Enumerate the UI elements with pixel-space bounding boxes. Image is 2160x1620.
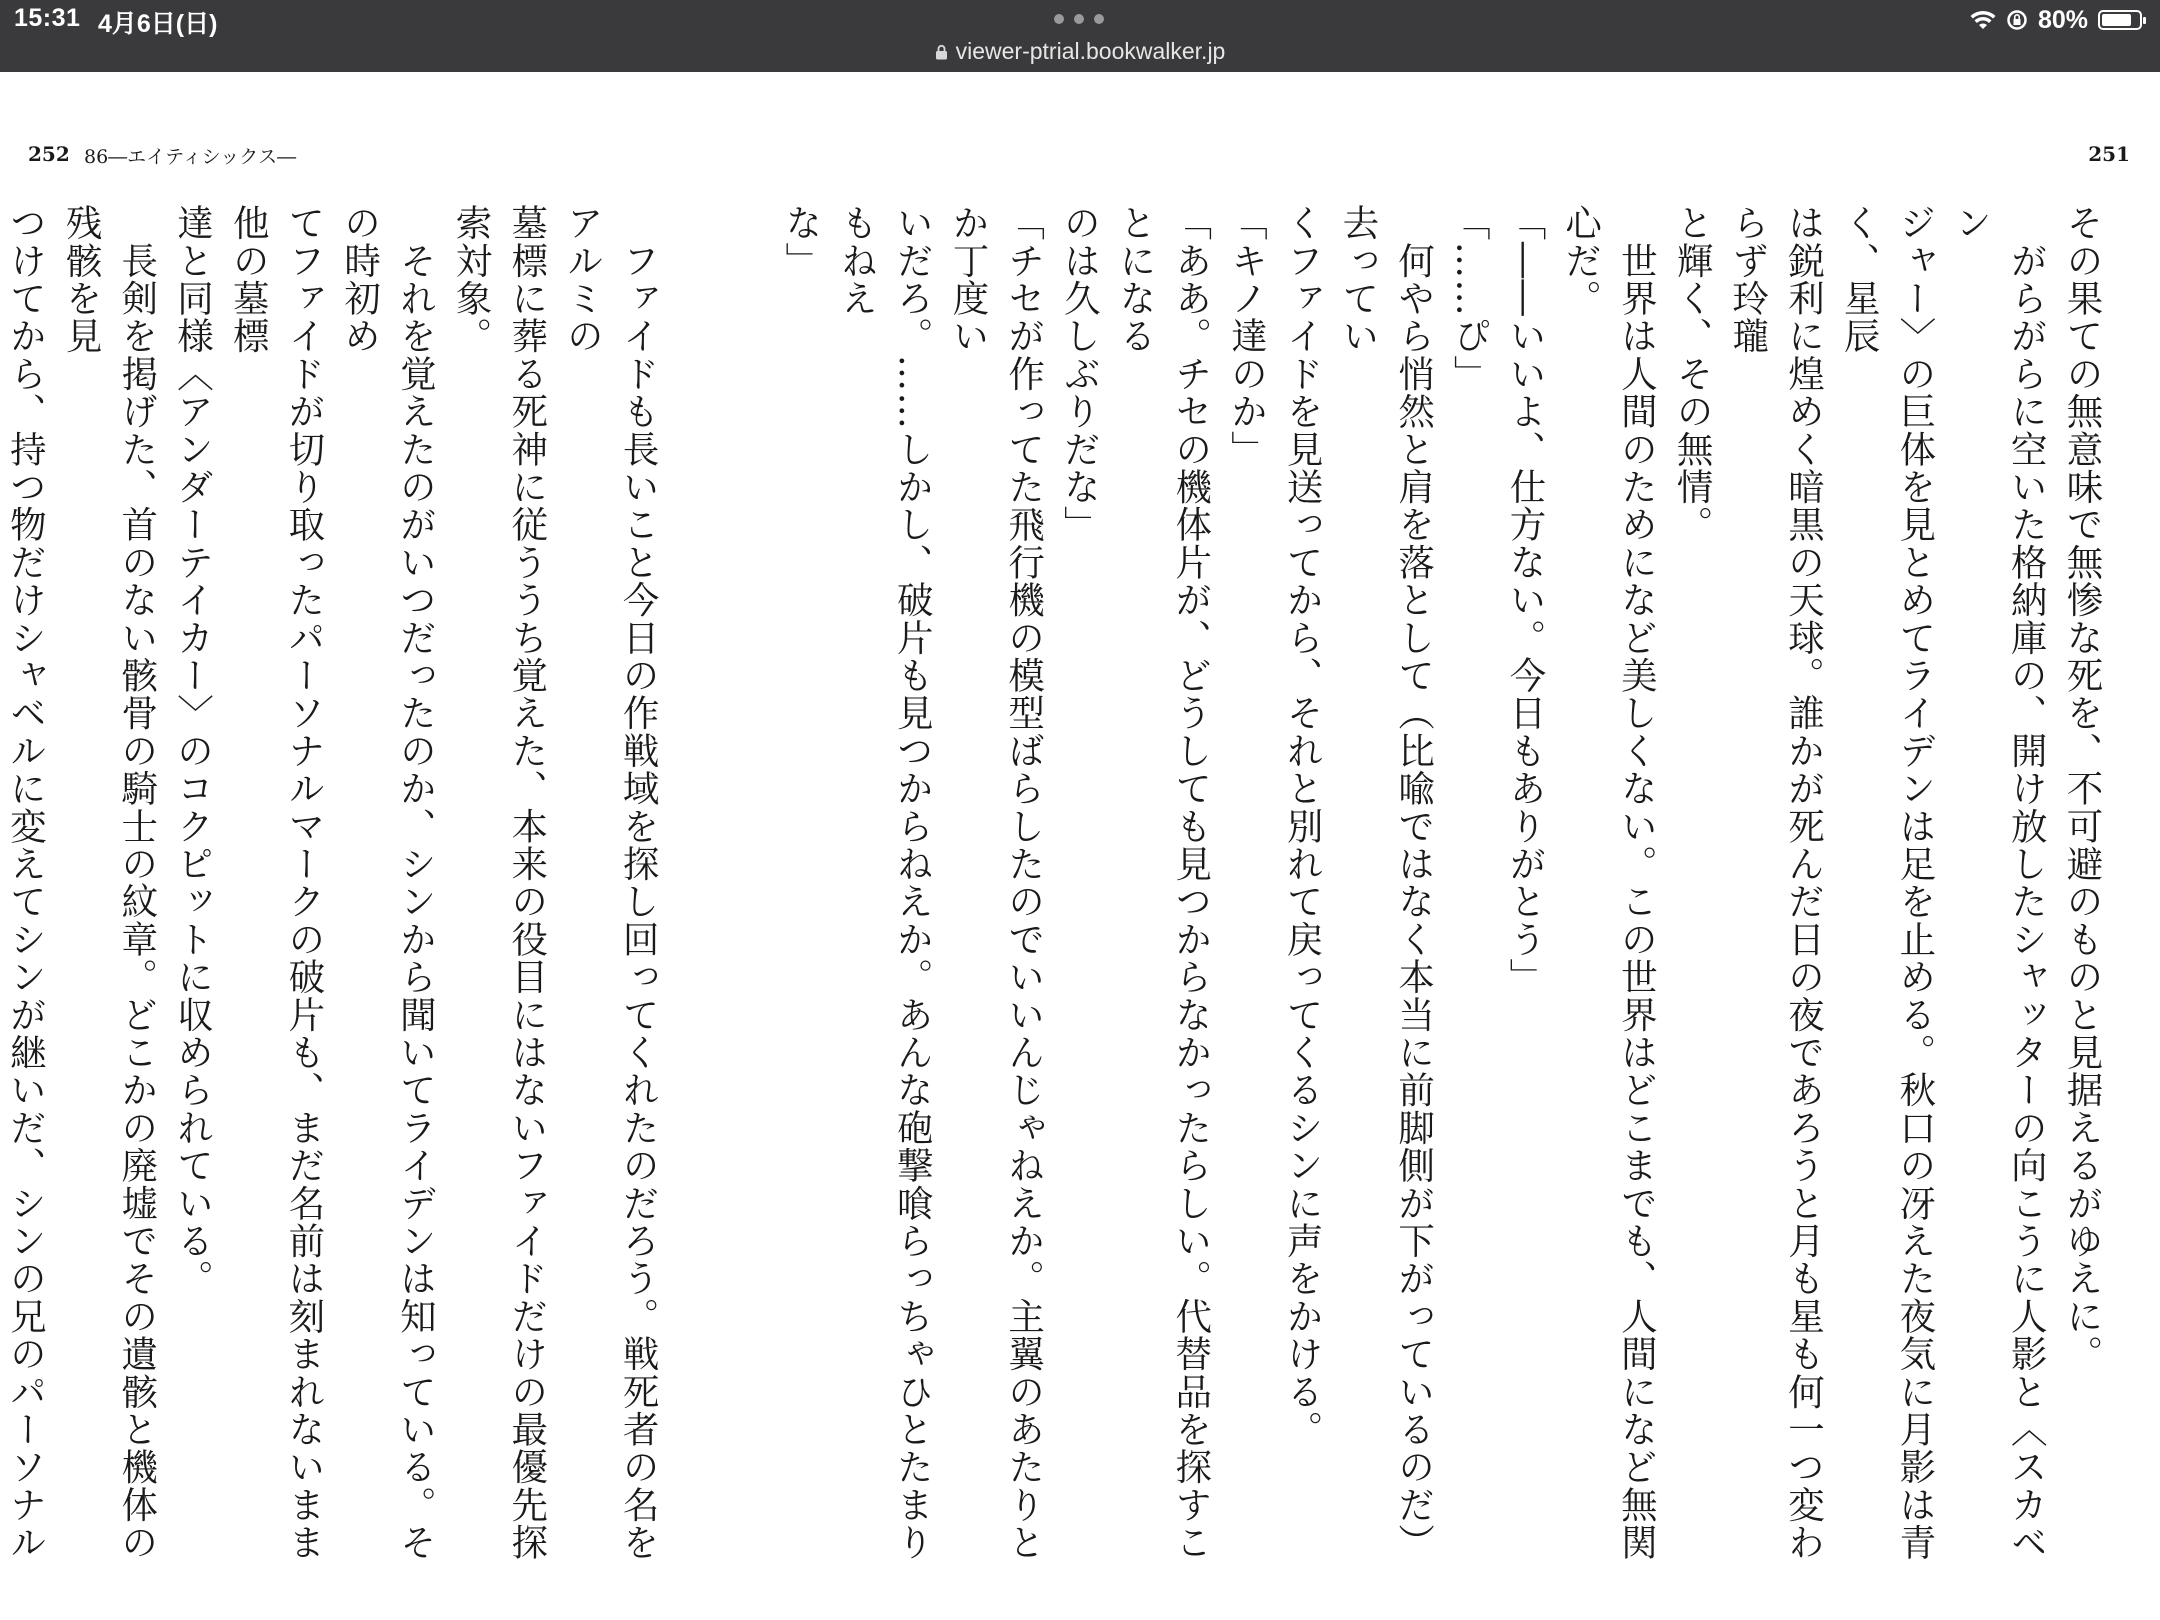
right_page-line: いだろ。……しかし、破片も見つからねえか。あんな砲撃喰らっちゃひとたまりもねえ [835, 204, 935, 1562]
right_page-line: くファイドを見送ってから、それと別れて戻ってくるシンに声をかける。 [1281, 204, 1325, 1449]
right_page-line: 何やら悄然と肩を落として（比喩ではなく本当に前脚側が下がっているのだ）去ってい [1336, 204, 1436, 1562]
url-text[interactable]: viewer-ptrial.bookwalker.jp [955, 38, 1226, 64]
right_page-line: は鋭利に煌めく暗黒の天球。誰かが死んだ日の夜であろうと月も星も何一つ変わらず玲瓏 [1726, 204, 1826, 1562]
right_page-line: のは久しぶりだな」 [1058, 204, 1102, 544]
left_page-line: つけてから、持つ物だけシャベルに変えてシンが継いだ、シンの兄のパーソナル [4, 204, 48, 1562]
right_page-line: 「チセが作ってた飛行機の模型ばらしたのでいいんじゃねえか。主翼のあたりとか丁度い [946, 204, 1046, 1562]
right_page-line: がらがらに空いた格納庫の、開け放したシャッターの向こうに人影と〈スカベン [1949, 204, 2049, 1562]
right_page-line: な」 [779, 204, 823, 280]
left_page-line: 墓標に葬る死神に従ううち覚えた、本来の役目にはないファイドだけの最優先探索対象。 [450, 204, 549, 1562]
status-bar [0, 0, 2160, 72]
battery-percent: 80% [2037, 5, 2088, 34]
left_page-line: ファイドも長いこと今日の作戦域を探し回ってくれたのだろう。戦死者の名をアルミの [561, 204, 661, 1562]
running-title: 86―エイティシックス― [84, 146, 297, 168]
vertical-text-block [4, 204, 2110, 1594]
multitasking-dots-icon[interactable] [1054, 14, 1104, 24]
status-right [1970, 4, 2142, 36]
right_page-line: 「――いいよ、仕方ない。今日もありがとう」 [1503, 204, 1547, 996]
wifi-icon [1970, 9, 1996, 31]
left_page-line: 達と同様〈アンダーテイカー〉のコクピットに収められている。 [171, 204, 215, 1298]
right_page-line: 「ああ。チセの機体片が、どうしても見つからなかったらしい。代替品を探すことになる [1114, 204, 1213, 1562]
left_page-line: 長剣を掲げた、首のない骸骨の騎士の紋章。どこかの廃墟でその遺骸と機体の残骸を見 [60, 204, 159, 1562]
right_page-line: ジャー〉の巨体を見とめてライデンは足を止める。秋口の冴えた夜気に月影は青く、星辰 [1838, 204, 1937, 1562]
left_page-line: それを覚えたのがいつだったのか、シンから聞いてライデンは知っている。その時初め [338, 204, 438, 1562]
right_page-line: その果ての無意味で無惨な死を、不可避のものと見据えるがゆえに。 [2061, 204, 2104, 1373]
book-spread[interactable] [0, 72, 2160, 1620]
right_page-line: と輝く、その無情。 [1671, 204, 1715, 544]
status-date: 4月6日(日) [98, 10, 218, 38]
right-page-number: 251 [2088, 142, 2130, 166]
lock-icon [935, 44, 948, 60]
left-page-number: 252 [28, 142, 70, 166]
right_page-line: 「キノ達のか」 [1225, 204, 1269, 468]
battery-icon [2098, 10, 2142, 30]
left_page-line: てファイドが切り取ったパーソナルマークの破片も、まだ名前は刻まれないまま他の墓標 [227, 204, 326, 1562]
right_page-line: 世界は人間のためになど美しくない。この世界はどこまでも、人間になど無関心だ。 [1559, 204, 1659, 1562]
battery-level [2102, 14, 2131, 26]
status-time: 15:31 [14, 4, 81, 32]
address-bar[interactable] [0, 38, 2160, 65]
right_page-line: 「……ぴ」 [1448, 204, 1492, 393]
rotation-lock-icon [2006, 9, 2028, 31]
